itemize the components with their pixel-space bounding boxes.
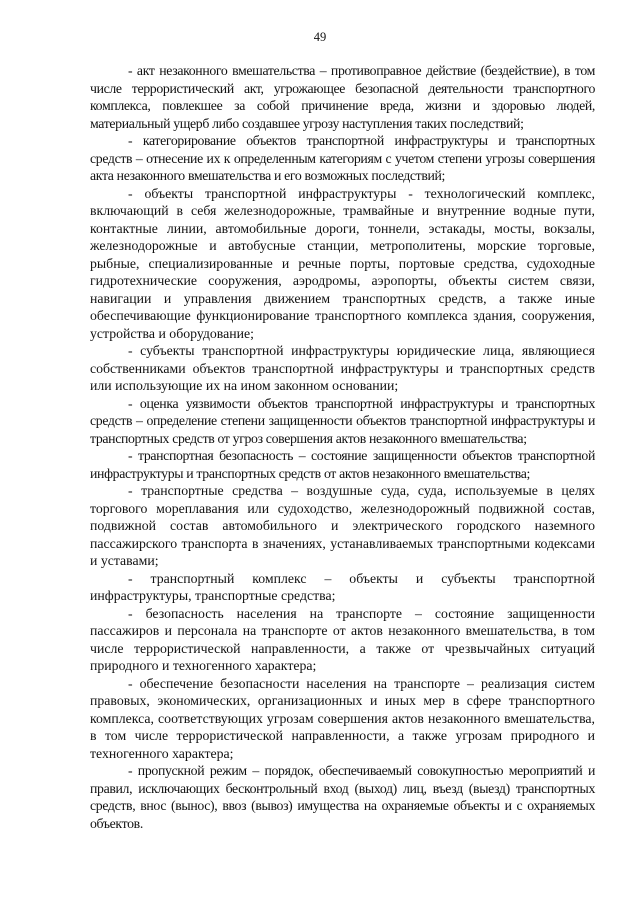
paragraph: - транспортный комплекс – объекты и субъекты транспортной инфраструктуры, транспортные средства; bbox=[90, 570, 595, 603]
paragraph: - обеспечение безопасности населения на транспорте – реализация систем правовых, экономических, организационных и иных мер в сфере транспортного комплекса, соответствующих угрозам совершения актов незаконного вмешательства, в том числе террористической направленности, а также угрозам природного и техногенного характера; bbox=[90, 675, 595, 761]
page-number: 49 bbox=[313, 30, 327, 44]
paragraph: - оценка уязвимости объектов транспортной инфраструктуры и транспортных средств – определение степени защищенности объектов транспортной инфраструктуры и транспортных средств от угроз совершения актов незаконного вмешательства; bbox=[90, 395, 595, 446]
paragraph: - субъекты транспортной инфраструктуры юридические лица, являющиеся собственниками объектов транспортной инфраструктуры и транспортных средств или использующие их на ином законном основании; bbox=[90, 343, 595, 393]
paragraph: - акт незаконного вмешательства – противоправное действие (бездействие), в том числе террористический акт, угрожающее безопасной деятельности транспортного комплекса, повлекшее за собой причинение вреда, жизни и здоровью людей, материальный ущерб либо создавшее угрозу наступления таких последствий; bbox=[90, 63, 595, 131]
paragraph: - транспортная безопасность – состояние защищенности объектов транспортной инфраструктуры и транспортных средств от актов незаконного вмешательства; bbox=[90, 448, 595, 481]
paragraph: - категорирование объектов транспортной инфраструктуры и транспортных средств – отнесение их к определенным категориям с учетом степени угрозы совершения акта незаконного вмешательства и его возможных последствий; bbox=[90, 133, 595, 183]
paragraph: - безопасность населения на транспорте – состояние защищенности пассажиров и персонала на транспорте от актов незаконного вмешательства, в том числе террористической направленности, а также от чрезвычайных ситуаций природного и техногенного характера; bbox=[90, 605, 595, 673]
paragraph: - транспортные средства – воздушные суда, суда, используемые в целях торгового мореплавания или судоходство, железнодорожный подвижной состав, подвижной состав автомобильного и электрического городского наземного пассажирского транспорта в значениях, устанавливаемых транспортными кодексами и уставами; bbox=[90, 483, 595, 568]
paragraph: - объекты транспортной инфраструктуры - технологический комплекс, включающий в себя железнодорожные, трамвайные и внутренние водные пути, контактные линии, автомобильные дороги, тоннели, эстакады, мосты, вокзалы, железнодорожные и автобусные станции, метрополитены, морские торговые, рыбные, специализированные и речные порты, портовые средства, судоходные гидротехнические сооружения, аэродромы, аэропорты, объекты систем связи, навигации и управления движением транспортных средств, а также иные обеспечивающие функционирование транспортного комплекса здания, сооружения, устройства и оборудование; bbox=[90, 185, 595, 341]
paragraph: - пропускной режим – порядок, обеспечиваемый совокупностью мероприятий и правил, исключающих бесконтрольный вход (выход) лиц, въезд (выезд) транспортных средств, внос (вынос), ввоз (вывоз) имущества на охраняемые объекты и с охраняемых объектов. bbox=[90, 763, 595, 831]
document-body bbox=[90, 62, 595, 832]
